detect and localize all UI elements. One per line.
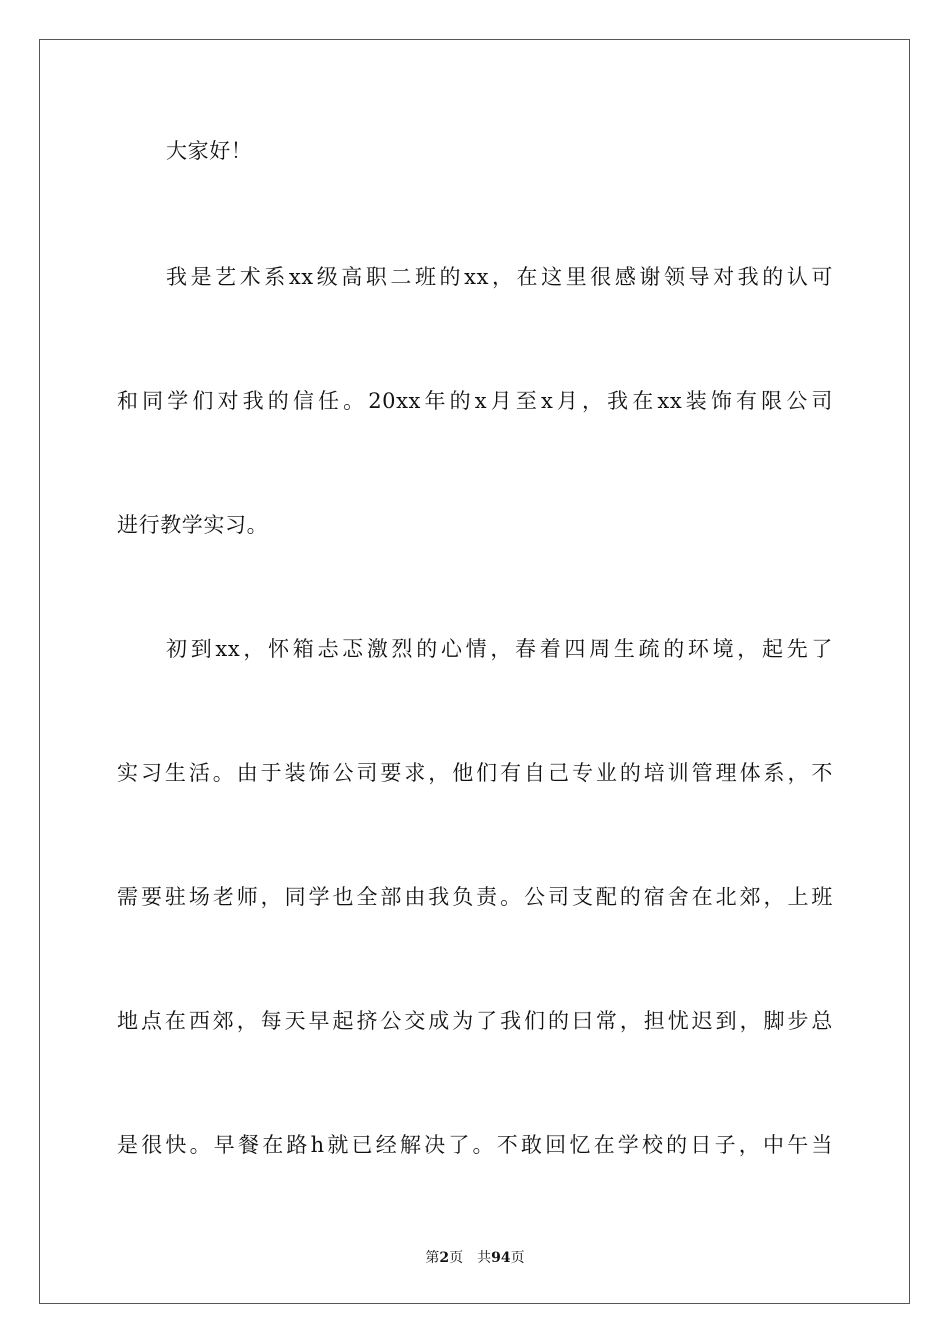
greeting-line: 大家好！	[166, 139, 253, 163]
paragraph-line: 进行教学实习。	[117, 513, 269, 537]
paragraph-line: 是很快。早餐在路h就已经解决了。不敢回忆在学校的日子，中午当	[117, 1133, 833, 1157]
total-prefix: 共	[477, 1250, 492, 1266]
total-page-count: 94	[491, 1250, 511, 1266]
page-frame	[39, 39, 910, 1304]
page-suffix: 页	[449, 1250, 464, 1266]
paragraph-line: 地点在西郊，每天早起挤公交成为了我们的曰常，担忧迟到，脚步总	[117, 1009, 833, 1033]
current-page-number: 2	[439, 1250, 450, 1266]
paragraph-line: 我是艺术系xx级高职二班的xx，在这里很感谢领导对我的认可	[166, 265, 833, 289]
page-footer	[0, 1248, 950, 1268]
paragraph-line: 初到xx，怀箱忐忑激烈的心情，春着四周生疏的环境，起先了	[166, 637, 833, 661]
page-prefix: 第	[425, 1250, 440, 1266]
paragraph-line: 实习生活。由于装饰公司要求，他们有自己专业的培训管理体系，不	[117, 761, 833, 785]
paragraph-line: 需要驻场老师，同学也全部由我负责。公司支配的宿舍在北郊，上班	[117, 885, 833, 909]
total-suffix: 页	[510, 1250, 525, 1266]
paragraph-line: 和同学们对我的信任。20xx年的x月至x月，我在xx装饰有限公司	[117, 389, 833, 413]
